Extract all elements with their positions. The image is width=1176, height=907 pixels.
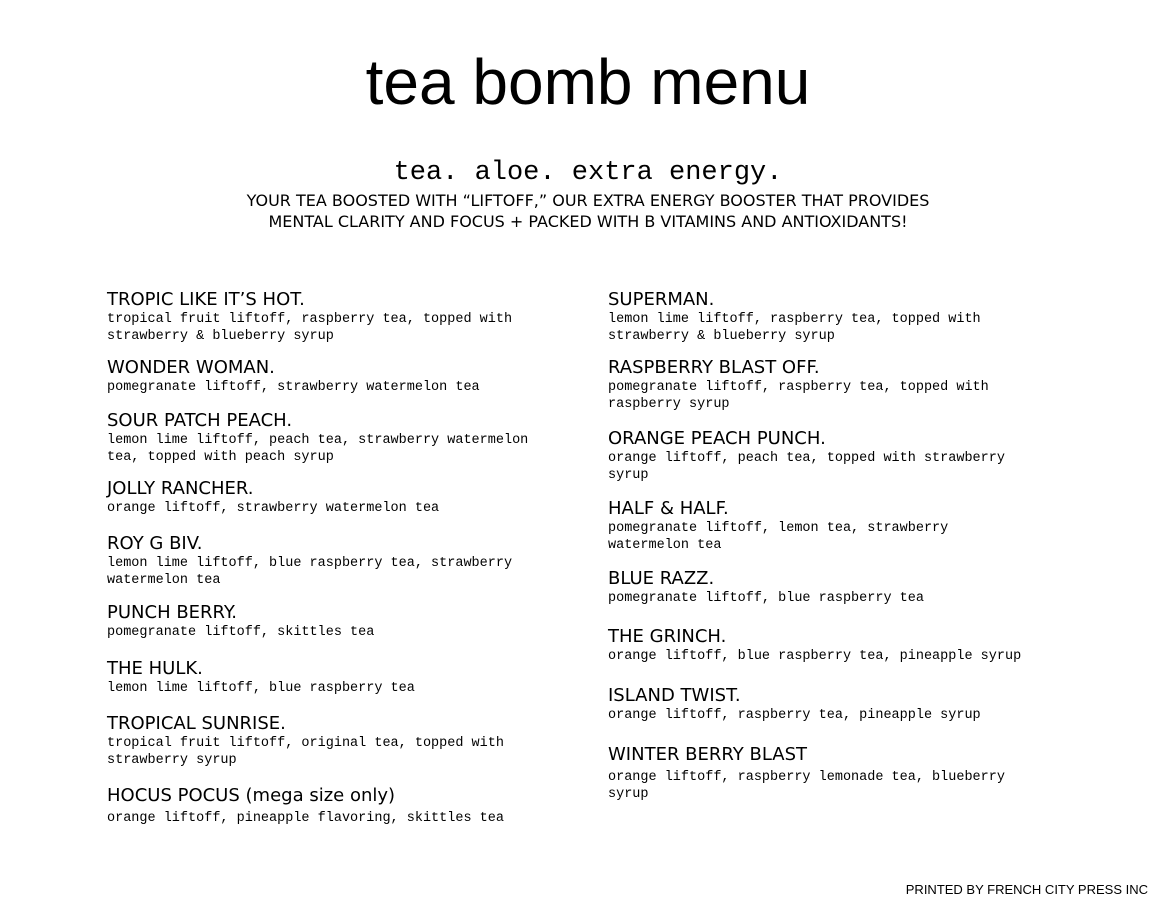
menu-item-name: HALF & HALF. — [608, 498, 729, 519]
menu-item — [107, 289, 587, 345]
menu-item — [608, 744, 1078, 803]
menu-item — [608, 626, 1078, 665]
menu-item — [608, 357, 1078, 413]
menu-item-name: TROPICAL SUNRISE. — [107, 713, 286, 734]
menu-item — [608, 498, 1078, 554]
menu-item-name: PUNCH BERRY. — [107, 602, 237, 623]
menu-item-description: tropical fruit liftoff, raspberry tea, topped with strawberry & blueberry syrup — [107, 312, 513, 344]
menu-item-description: orange liftoff, raspberry lemonade tea, blueberry syrup — [608, 770, 1005, 802]
menu-blurb — [0, 190, 1176, 232]
menu-column-left — [107, 289, 587, 827]
menu-item-description: pomegranate liftoff, strawberry watermelon tea — [107, 380, 480, 395]
menu-item-description: pomegranate liftoff, blue raspberry tea — [608, 591, 924, 606]
menu-item-name: SUPERMAN. — [608, 289, 715, 310]
menu-item-name: ISLAND TWIST. — [608, 685, 741, 706]
menu-item-name: TROPIC LIKE IT’S HOT. — [107, 289, 305, 310]
menu-item — [107, 713, 587, 769]
menu-item — [608, 289, 1078, 345]
menu-item-description: orange liftoff, blue raspberry tea, pineapple syrup — [608, 649, 1022, 664]
menu-item — [107, 602, 587, 641]
menu-item-description: tropical fruit liftoff, original tea, topped with strawberry syrup — [107, 736, 504, 768]
menu-item-description: lemon lime liftoff, raspberry tea, topped with strawberry & blueberry syrup — [608, 312, 981, 344]
menu-item — [107, 357, 587, 396]
menu-item-name: THE HULK. — [107, 658, 203, 679]
menu-tagline: tea. aloe. extra energy. — [393, 158, 783, 188]
menu-title: tea bomb menu — [365, 46, 811, 118]
blurb-line-2: MENTAL CLARITY AND FOCUS + PACKED WITH B VITAMINS AND ANTIOXIDANTS! — [268, 212, 908, 231]
menu-item — [107, 658, 587, 697]
menu-item-description: orange liftoff, peach tea, topped with strawberry syrup — [608, 451, 1005, 483]
menu-item-name: THE GRINCH. — [608, 626, 727, 647]
menu-column-right — [608, 289, 1078, 803]
menu-item-description: pomegranate liftoff, lemon tea, strawberry watermelon tea — [608, 521, 949, 553]
menu-item — [608, 568, 1078, 607]
menu-item-description: lemon lime liftoff, blue raspberry tea — [107, 681, 415, 696]
menu-item-name: JOLLY RANCHER. — [107, 478, 254, 499]
menu-item — [107, 410, 587, 466]
menu-item-description: pomegranate liftoff, skittles tea — [107, 625, 375, 640]
menu-item — [107, 785, 587, 827]
menu-item-name: BLUE RAZZ. — [608, 568, 715, 589]
menu-item-name: WONDER WOMAN. — [107, 357, 275, 378]
menu-item-description: lemon lime liftoff, peach tea, strawberry watermelon tea, topped with peach syrup — [107, 433, 529, 465]
menu-item — [107, 533, 587, 589]
menu-item — [608, 428, 1078, 484]
menu-item-name: ORANGE PEACH PUNCH. — [608, 428, 826, 449]
menu-item-name: SOUR PATCH PEACH. — [107, 410, 293, 431]
menu-item-description: orange liftoff, raspberry tea, pineapple syrup — [608, 708, 981, 723]
menu-item-description: orange liftoff, pineapple flavoring, skittles tea — [107, 811, 504, 826]
menu-item-name: RASPBERRY BLAST OFF. — [608, 357, 820, 378]
menu-item-description: orange liftoff, strawberry watermelon tea — [107, 501, 440, 516]
blurb-line-1: YOUR TEA BOOSTED WITH “LIFTOFF,” OUR EXTRA ENERGY BOOSTER THAT PROVIDES — [246, 191, 930, 210]
menu-item-description: lemon lime liftoff, blue raspberry tea, strawberry watermelon tea — [107, 556, 513, 588]
printer-credit: PRINTED BY FRENCH CITY PRESS INC — [905, 882, 1148, 897]
menu-item-description: pomegranate liftoff, raspberry tea, topped with raspberry syrup — [608, 380, 989, 412]
menu-item-name: WINTER BERRY BLAST — [608, 744, 807, 765]
menu-item — [107, 478, 587, 517]
menu-item — [608, 685, 1078, 724]
menu-item-name: ROY G BIV. — [107, 533, 203, 554]
menu-item-name: HOCUS POCUS (mega size only) — [107, 785, 396, 806]
